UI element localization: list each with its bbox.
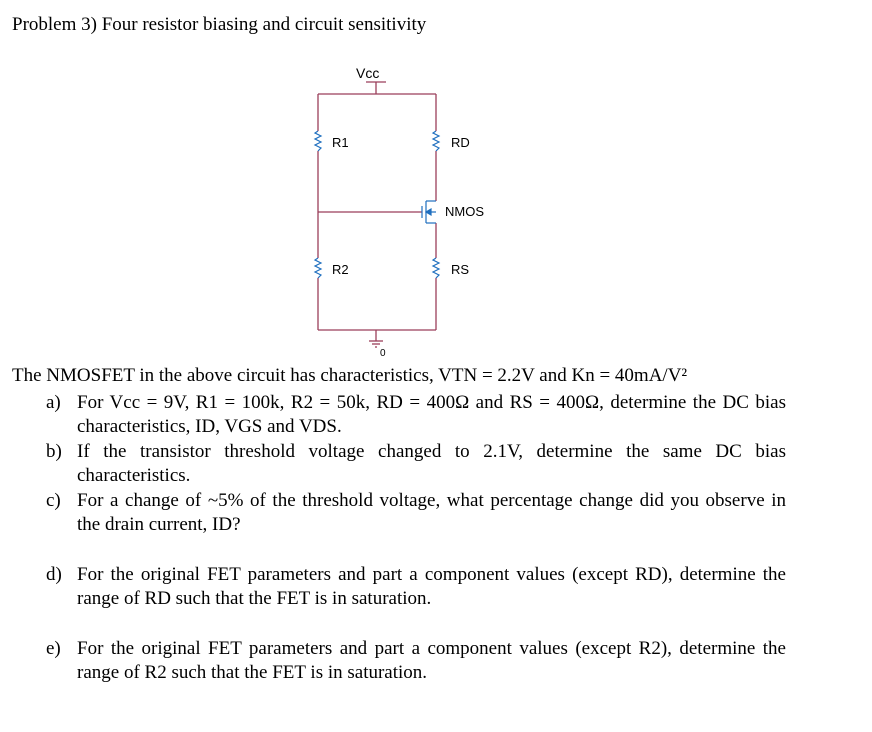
- question-c-label: c): [46, 490, 61, 511]
- r2-label: R2: [332, 262, 349, 277]
- question-b-text: If the transistor threshold voltage changed to 2.1V, determine the same DC bias characteristics.: [77, 441, 786, 486]
- question-d: [46, 563, 786, 611]
- question-d-label: d): [46, 564, 62, 585]
- question-c: [46, 489, 786, 537]
- vcc-label: Vcc: [356, 65, 380, 81]
- question-e-label: e): [46, 638, 61, 659]
- question-e: [46, 637, 786, 685]
- question-a-text: For Vcc = 9V, R1 = 100k, R2 = 50k, RD = 400Ω and RS = 400Ω, determine the DC bias characteristics, ID, VGS and VDS.: [77, 392, 786, 437]
- r2-resistor-icon: [315, 258, 321, 278]
- nmos-label: NMOS: [445, 204, 484, 219]
- question-b-label: b): [46, 441, 62, 462]
- r1-resistor-icon: [315, 131, 321, 151]
- question-e-text: For the original FET parameters and part a component values (except R2), determine the range of R2 such that the FET is in saturation.: [77, 638, 786, 683]
- intro-text: The NMOSFET in the above circuit has characteristics, VTN = 2.2V and Kn = 40mA/V²: [12, 365, 688, 386]
- question-a: [46, 391, 786, 439]
- problem-title: Problem 3) Four resistor biasing and circuit sensitivity: [12, 14, 427, 35]
- question-b: [46, 440, 786, 488]
- rs-resistor-icon: [433, 258, 439, 278]
- question-d-text: For the original FET parameters and part a component values (except RD), determine the range of RD such that the FET is in saturation.: [77, 564, 786, 609]
- rd-label: RD: [451, 135, 470, 150]
- question-a-label: a): [46, 392, 61, 413]
- ground-label: 0: [380, 348, 386, 359]
- rd-resistor-icon: [433, 131, 439, 151]
- r1-label: R1: [332, 135, 349, 150]
- nmos-transistor-icon: [422, 201, 436, 223]
- question-c-text: For a change of ~5% of the threshold voltage, what percentage change did you observe in the drain current, ID?: [77, 490, 786, 535]
- ground-icon: [369, 341, 383, 347]
- rs-label: RS: [451, 262, 470, 277]
